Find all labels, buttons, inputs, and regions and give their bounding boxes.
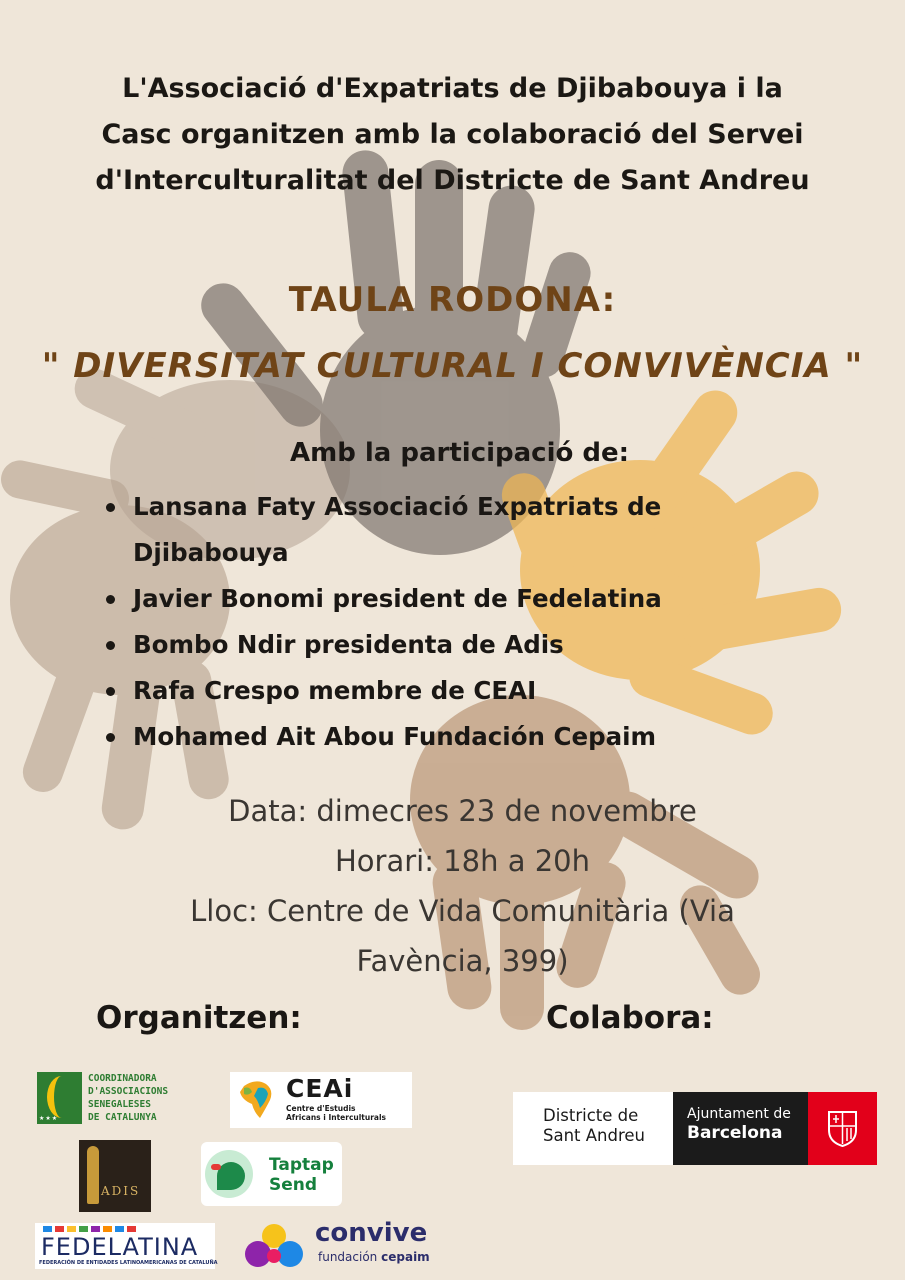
participant-item [100, 668, 800, 714]
participant-item [100, 576, 800, 622]
event-title-line-2: " DIVERSITAT CULTURAL I CONVIVÈNCIA " [41, 346, 864, 386]
organizers-heading: Organitzen: [96, 1000, 302, 1036]
coordinadora-line-1: COORDINADORA [88, 1073, 157, 1084]
africa-map-icon [236, 1078, 278, 1120]
city-line-2: Barcelona [687, 1123, 783, 1143]
participant-item [100, 484, 800, 576]
district-line-2: Sant Andreu [543, 1126, 646, 1145]
coordinadora-logo-icon: ★★★ [37, 1072, 82, 1124]
adis-logo [79, 1140, 151, 1212]
convive-cepaim-logo [240, 1220, 460, 1272]
intro-line-3: d'Interculturalitat del Districte de Sant Andreu [95, 165, 810, 196]
coordinadora-logo [37, 1070, 192, 1128]
fedelatina-name: FEDELATINA [41, 1233, 199, 1261]
participant-text: Javier Bonomi president de Fedelatina [133, 584, 662, 613]
fedelatina-logo [35, 1223, 218, 1269]
participant-text: Bombo Ndir presidenta de Adis [133, 630, 564, 659]
fedelatina-subtitle: FEDERACIÓN DE ENTIDADES LATINOAMERICANAS DE CATALUÑA [39, 1260, 218, 1266]
ceai-subtitle [286, 1104, 386, 1122]
taptap-line-1: Taptap [269, 1155, 334, 1175]
intro-line-1: L'Associació d'Expatriats de Djibabouya i la [122, 73, 783, 104]
district-name [543, 1106, 645, 1146]
taptap-send-logo [201, 1142, 342, 1206]
participant-item [100, 622, 800, 668]
ceai-sub-line-1: Centre d'Estudis [286, 1104, 356, 1113]
convive-name: convive [315, 1218, 428, 1248]
bird-icon [205, 1150, 253, 1198]
fedelatina-color-dots [43, 1226, 163, 1232]
event-details [0, 786, 905, 986]
participant-text: Mohamed Ait Abou Fundación Cepaim [133, 722, 657, 751]
participant-text-continued: Djibabouya [133, 538, 289, 567]
intro-line-2: Casc organitzen amb la colaboració del Servei [101, 119, 804, 150]
coordinadora-logo-text [88, 1072, 168, 1124]
participant-item [100, 714, 800, 760]
convive-sub-prefix: fundación [318, 1250, 378, 1264]
city-name [687, 1106, 791, 1144]
district-line-1: Districte de [543, 1106, 639, 1125]
ajuntament-barcelona-logo [513, 1092, 877, 1165]
collaborator-heading: Colabora: [546, 1000, 714, 1036]
event-place-line-1: Lloc: Centre de Vida Comunitària (Via [190, 894, 735, 928]
coordinadora-line-2: D'ASSOCIACIONS [88, 1086, 169, 1097]
ceai-name: CEAi [286, 1074, 354, 1103]
participant-text: Rafa Crespo membre de CEAI [133, 676, 537, 705]
convive-sub-name: cepaim [381, 1250, 430, 1264]
intro-text [0, 66, 905, 204]
barcelona-shield-icon [826, 1108, 859, 1148]
adis-name: ADIS [101, 1184, 141, 1198]
participants-list [100, 484, 800, 760]
event-place-line-2: Favència, 399) [356, 944, 569, 978]
event-date: Data: dimecres 23 de novembre [228, 794, 697, 828]
taptap-line-2: Send [269, 1175, 318, 1195]
convive-circles-icon [240, 1222, 308, 1270]
event-title-line-1: TAULA RODONA: [288, 280, 617, 320]
participation-heading: Amb la participació de: [290, 438, 630, 468]
taptap-send-name [269, 1155, 334, 1195]
ceai-sub-line-2: Africans i Interculturals [286, 1113, 387, 1122]
participant-text: Lansana Faty Associació Expatriats de [133, 492, 662, 521]
convive-subtitle [318, 1250, 430, 1264]
city-line-1: Ajuntament de [687, 1106, 791, 1122]
coordinadora-line-3: SENEGALESES [88, 1099, 151, 1110]
statue-figure-icon [87, 1146, 99, 1204]
coordinadora-line-4: DE CATALUNYA [88, 1112, 157, 1123]
ceai-logo [230, 1072, 412, 1128]
event-time: Horari: 18h a 20h [335, 844, 590, 878]
